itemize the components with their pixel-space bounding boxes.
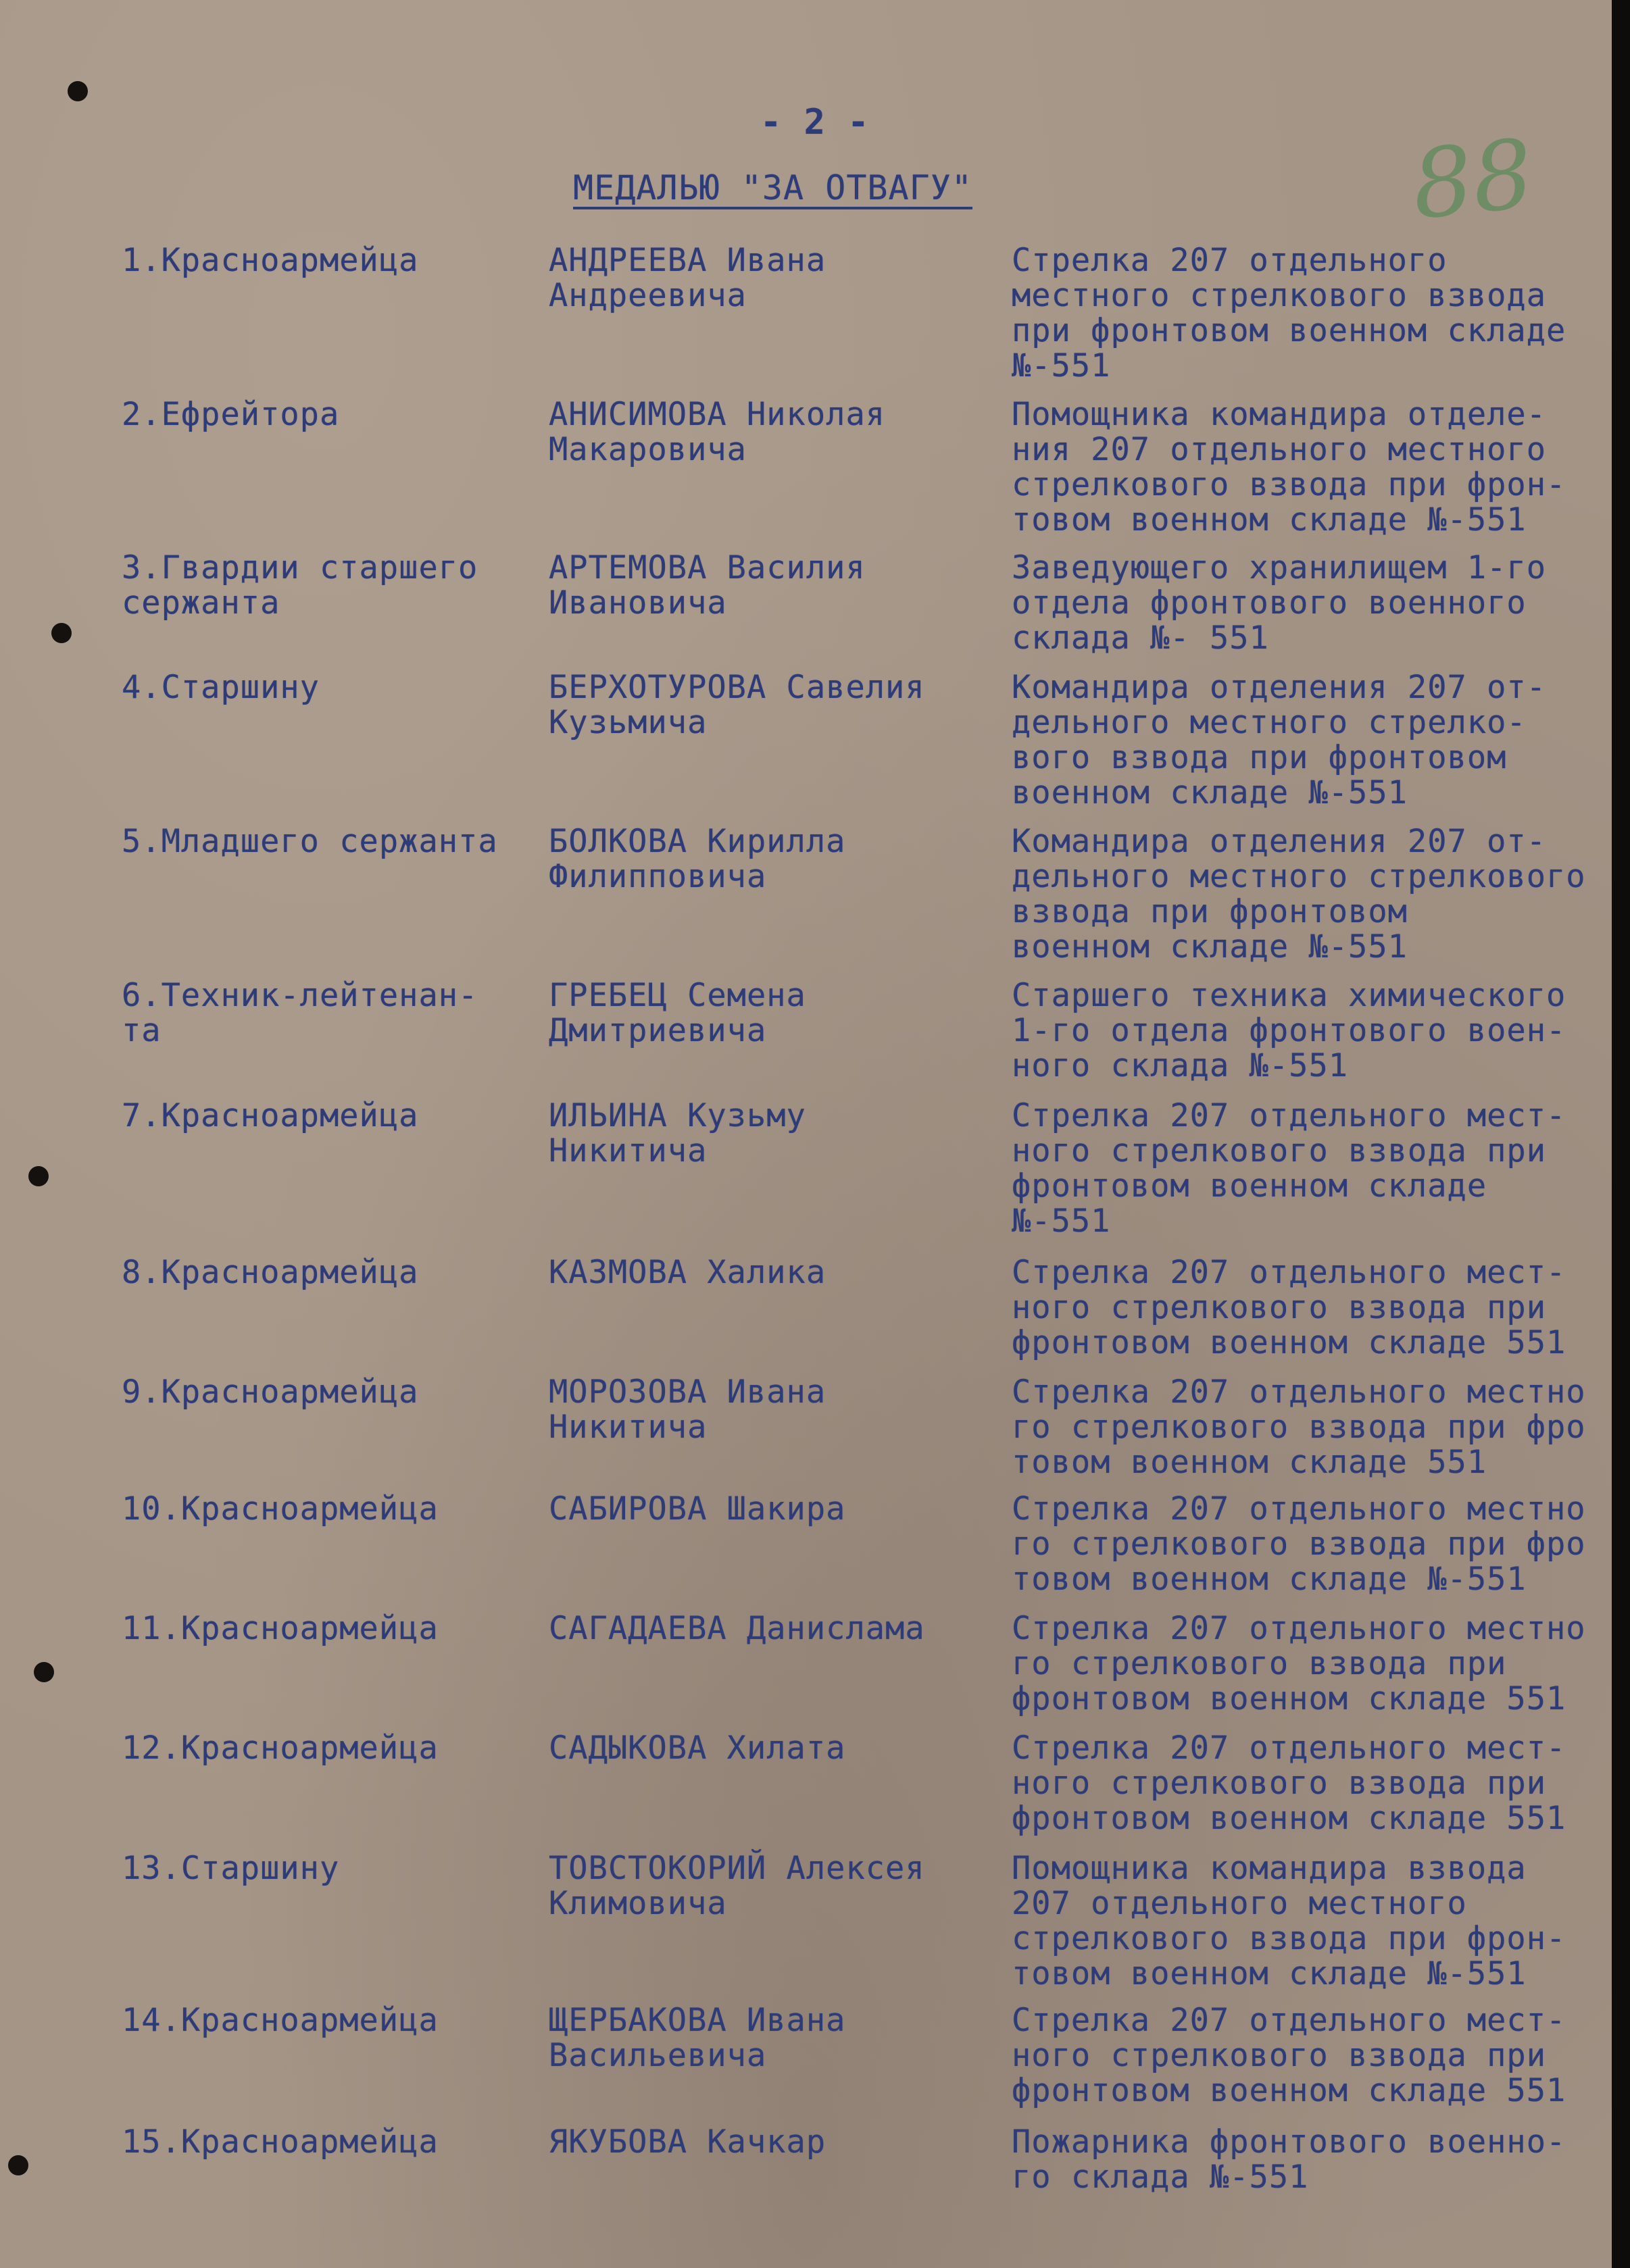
rank: 11.Красноармейца bbox=[122, 1610, 439, 1647]
rank: 13.Старшину bbox=[122, 1850, 340, 1887]
rank: 15.Красноармейца bbox=[122, 2123, 439, 2161]
position: Стрелка 207 отдельного местно го стрелкового взвода при фро товом военном складе 551 bbox=[1012, 1374, 1586, 1481]
rank: 8.Красноармейца bbox=[122, 1254, 419, 1291]
person-name: ИЛЬИНА Кузьму Никитича bbox=[549, 1097, 806, 1169]
position: Помощника командира отделе- ния 207 отдельного местного стрелкового взвода при фрон- товом военном складе №-551 bbox=[1012, 396, 1566, 538]
position: Заведующего хранилищем 1-го отдела фронтового военного склада №- 551 bbox=[1012, 549, 1547, 657]
rank: 1.Красноармейца bbox=[122, 242, 419, 279]
punch-hole bbox=[34, 1662, 54, 1682]
rank: 6.Техник-лейтенан- та bbox=[122, 977, 478, 1049]
position: Стрелка 207 отдельного мест- ного стрелкового взвода при фронтовом военном складе 551 bbox=[1012, 1730, 1566, 1837]
person-name: ГРЕБЕЦ Семена Дмитриевича bbox=[549, 977, 806, 1049]
punch-hole bbox=[28, 1166, 49, 1186]
handwritten-mark: 88 bbox=[1406, 119, 1539, 241]
rank: 9.Красноармейца bbox=[122, 1374, 419, 1411]
rank: 7.Красноармейца bbox=[122, 1097, 419, 1134]
rank: 10.Красноармейца bbox=[122, 1490, 439, 1528]
position: Стрелка 207 отдельного мест- ного стрелкового взвода при фронтовом военном складе 551 bbox=[1012, 2002, 1566, 2109]
position: Командира отделения 207 от- дельного местного стрелко- вого взвода при фронтовом военном складе №-551 bbox=[1012, 669, 1547, 811]
position: Пожарника фронтового военно- го склада №-551 bbox=[1012, 2123, 1566, 2196]
person-name: АНДРЕЕВА Ивана Андреевича bbox=[549, 242, 826, 314]
rank: 14.Красноармейца bbox=[122, 2002, 439, 2039]
person-name: АНИСИМОВА Николая Макаровича bbox=[549, 396, 886, 468]
person-name: БОЛКОВА Кирилла Филипповича bbox=[549, 823, 846, 895]
person-name: ТОВСТОКОРИЙ Алексея Климовича bbox=[549, 1850, 925, 1922]
person-name: БЕРХОТУРОВА Савелия Кузьмича bbox=[549, 669, 925, 741]
position: Стрелка 207 отдельного мест- ного стрелкового взвода при фронтовом военном складе 551 bbox=[1012, 1254, 1566, 1361]
award-heading: МЕДАЛЬЮ "ЗА ОТВАГУ" bbox=[573, 170, 972, 209]
punch-hole bbox=[51, 623, 72, 643]
person-name: САБИРОВА Шакира bbox=[549, 1490, 846, 1528]
rank: 2.Ефрейтора bbox=[122, 396, 340, 433]
position: Стрелка 207 отдельного местного стрелкового взвода при фронтовом военном складе №-551 bbox=[1012, 242, 1566, 384]
scan-edge bbox=[1612, 0, 1630, 2268]
position: Старшего техника химического 1-го отдела фронтового воен- ного склада №-551 bbox=[1012, 977, 1566, 1084]
person-name: ЯКУБОВА Качкар bbox=[549, 2123, 826, 2161]
position: Стрелка 207 отдельного местно го стрелкового взвода при фро товом военном складе №-551 bbox=[1012, 1490, 1586, 1598]
page-number: - 2 - bbox=[760, 102, 870, 143]
position: Стрелка 207 отдельного местно го стрелкового взвода при фронтовом военном складе 551 bbox=[1012, 1610, 1586, 1717]
rank: 4.Старшину bbox=[122, 669, 320, 706]
person-name: АРТЕМОВА Василия Ивановича bbox=[549, 549, 866, 622]
punch-hole bbox=[68, 81, 88, 101]
person-name: ЩЕРБАКОВА Ивана Васильевича bbox=[549, 2002, 846, 2074]
position: Стрелка 207 отдельного мест- ного стрелкового взвода при фронтовом военном складе №-551 bbox=[1012, 1097, 1566, 1240]
person-name: САДЫКОВА Хилата bbox=[549, 1730, 846, 1767]
position: Командира отделения 207 от- дельного местного стрелкового взвода при фронтовом военном складе №-551 bbox=[1012, 823, 1586, 965]
person-name: КАЗМОВА Халика bbox=[549, 1254, 826, 1291]
rank: 12.Красноармейца bbox=[122, 1730, 439, 1767]
rank: 3.Гвардии старшего сержанта bbox=[122, 549, 478, 622]
person-name: МОРОЗОВА Ивана Никитича bbox=[549, 1374, 826, 1446]
rank: 5.Младшего сержанта bbox=[122, 823, 498, 860]
punch-hole bbox=[8, 2155, 28, 2175]
person-name: САГАДАЕВА Данислама bbox=[549, 1610, 925, 1647]
position: Помощника командира взвода 207 отдельного местного стрелкового взвода при фрон- товом военном складе №-551 bbox=[1012, 1850, 1566, 1992]
